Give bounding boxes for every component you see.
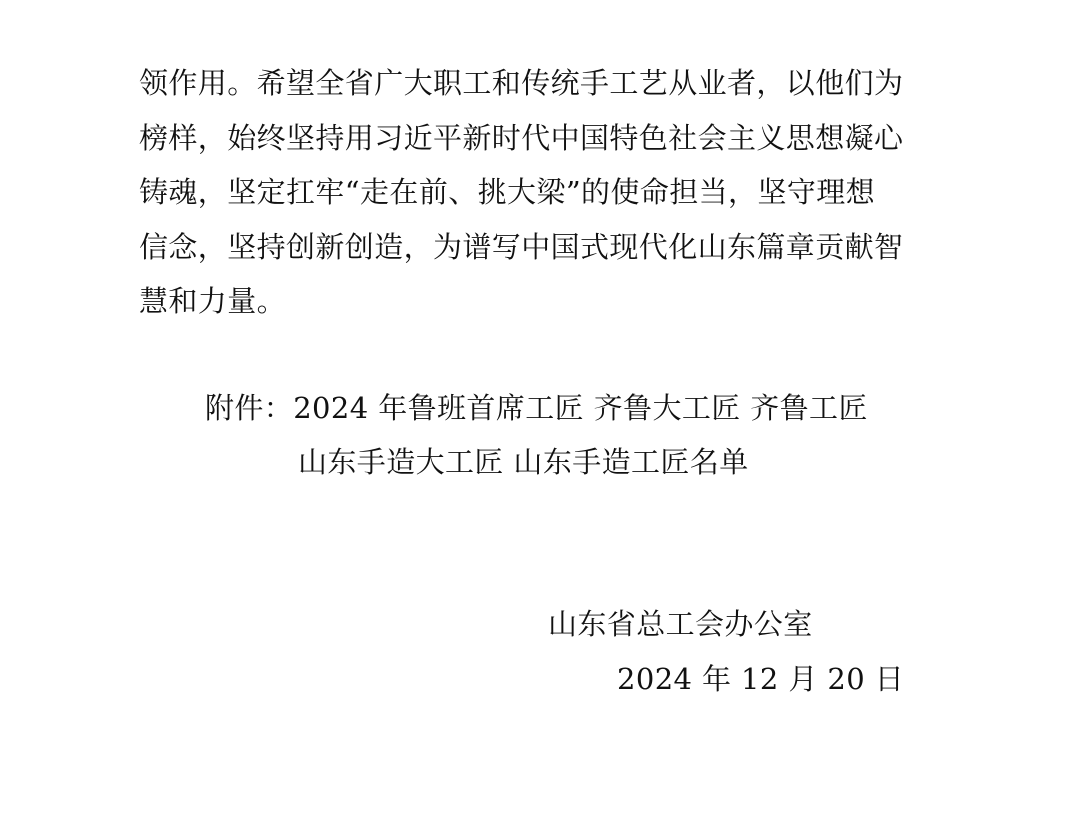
attachment-line-1: 附件：2024 年鲁班首席工匠 齐鲁大工匠 齐鲁工匠 <box>205 391 868 425</box>
body-line: 领作用。希望全省广大职工和传统手工艺从业者，以他们为 <box>139 66 904 100</box>
attachment-note <box>205 381 868 489</box>
body-line: 信念，坚持创新创造，为谱写中国式现代化山东篇章贡献智 <box>139 229 904 264</box>
attachment-line-2: 山东手造大工匠 山东手造工匠名单 <box>298 445 749 479</box>
body-line: 榜样，始终坚持用习近平新时代中国特色社会主义思想凝心 <box>139 120 904 155</box>
body-paragraph <box>139 56 944 329</box>
body-line: 铸魂，坚定扛牢“走在前、挑大梁”的使命担当，坚守理想 <box>139 175 876 209</box>
issuing-organization: 山东省总工会办公室 <box>548 607 813 641</box>
body-line: 慧和力量。 <box>139 284 287 318</box>
issue-date: 2024 年 12 月 20 日 <box>617 662 905 696</box>
